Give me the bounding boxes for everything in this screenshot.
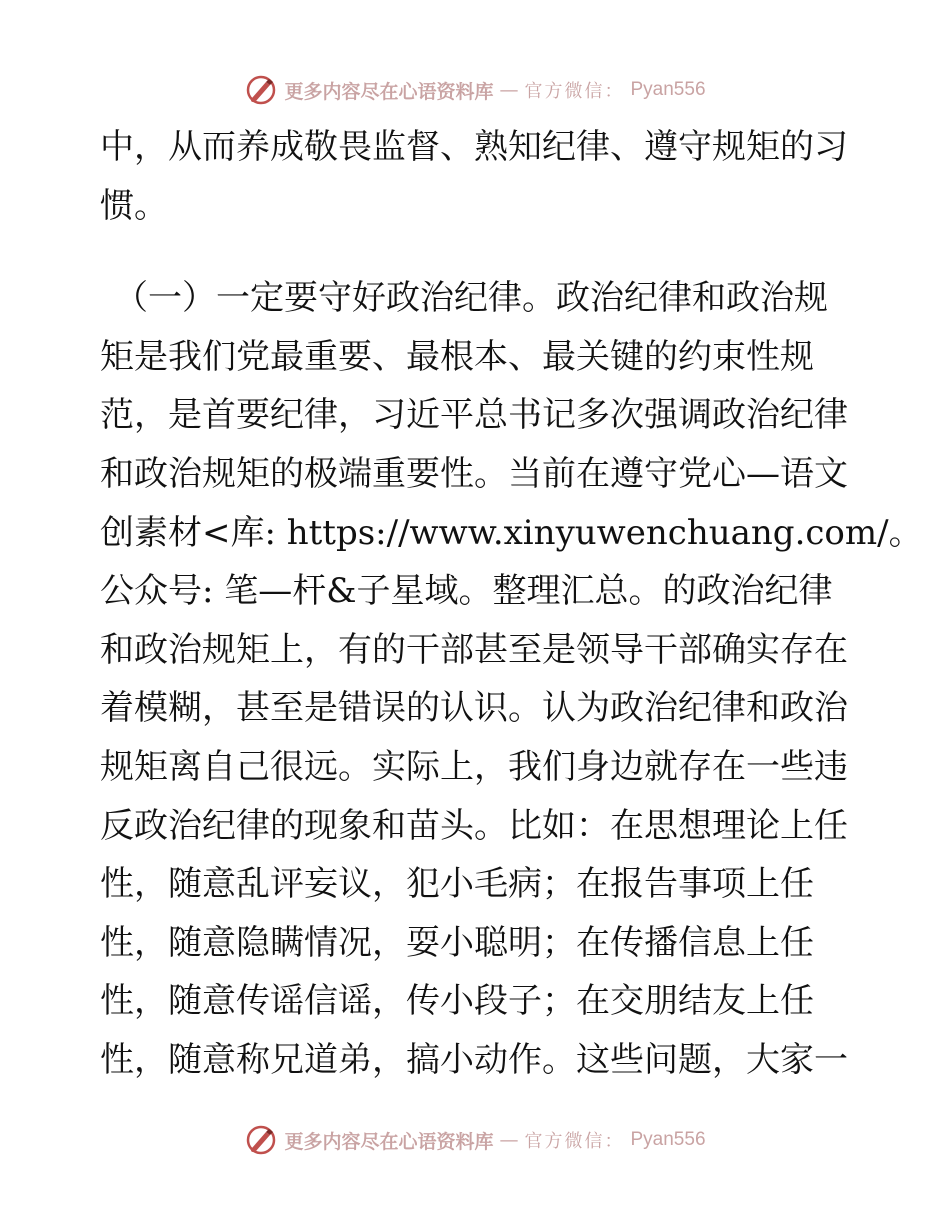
pen-logo-icon	[244, 1123, 278, 1157]
header-watermark	[0, 72, 950, 108]
watermark-text: 更多内容尽在心语资料库	[284, 80, 494, 103]
body-line: 性，随意传谣信谣，传小段子；在交朋结友上任	[100, 981, 814, 1022]
watermark-wechat-id: Pyan556	[630, 79, 706, 100]
watermark-text: 更多内容尽在心语资料库	[284, 1130, 494, 1153]
body-line: 性，随意称兄道弟，搞小动作。这些问题，大家一	[100, 1039, 848, 1080]
watermark-dash: —	[499, 1129, 519, 1151]
body-line: 和政治规矩的极端重要性。当前在遵守党心—语文	[100, 453, 848, 494]
watermark-official-label: 官方微信：	[524, 1131, 625, 1152]
body-line: 中，从而养成敬畏监督、熟知纪律、遵守规矩的习	[100, 127, 848, 167]
pen-logo-icon	[244, 73, 278, 107]
document-body	[100, 118, 923, 1090]
watermark-wechat-id: Pyan556	[630, 1129, 706, 1150]
body-line: 范，是首要纪律，习近平总书记多次强调政治纪律	[100, 395, 848, 436]
body-line: 性，随意乱评妄议，犯小毛病；在报告事项上任	[100, 864, 814, 905]
body-line: 矩是我们党最重要、最根本、最关键的约束性规	[100, 336, 814, 377]
body-line: 反政治纪律的现象和苗头。比如：在思想理论上任	[100, 805, 848, 846]
body-line: 创素材<库: https://www.xinyuwenchuang.com/。	[100, 512, 923, 553]
footer-watermark	[0, 1122, 950, 1158]
body-line: 着模糊，甚至是错误的认识。认为政治纪律和政治	[100, 688, 848, 729]
body-line: （一）一定要守好政治纪律。政治纪律和政治规	[114, 278, 828, 319]
body-line: 公众号: 笔—杆&子星域。整理汇总。的政治纪律	[100, 571, 833, 612]
body-line: 规矩离自己很远。实际上，我们身边就存在一些违	[100, 746, 848, 787]
watermark-official-label: 官方微信：	[524, 81, 625, 102]
watermark-dash: —	[499, 79, 519, 101]
paragraph-gap	[100, 235, 860, 269]
body-line: 性，随意隐瞒情况，耍小聪明；在传播信息上任	[100, 922, 814, 963]
body-line: 和政治规矩上，有的干部甚至是领导干部确实存在	[100, 629, 848, 670]
body-line: 惯。	[100, 185, 168, 226]
